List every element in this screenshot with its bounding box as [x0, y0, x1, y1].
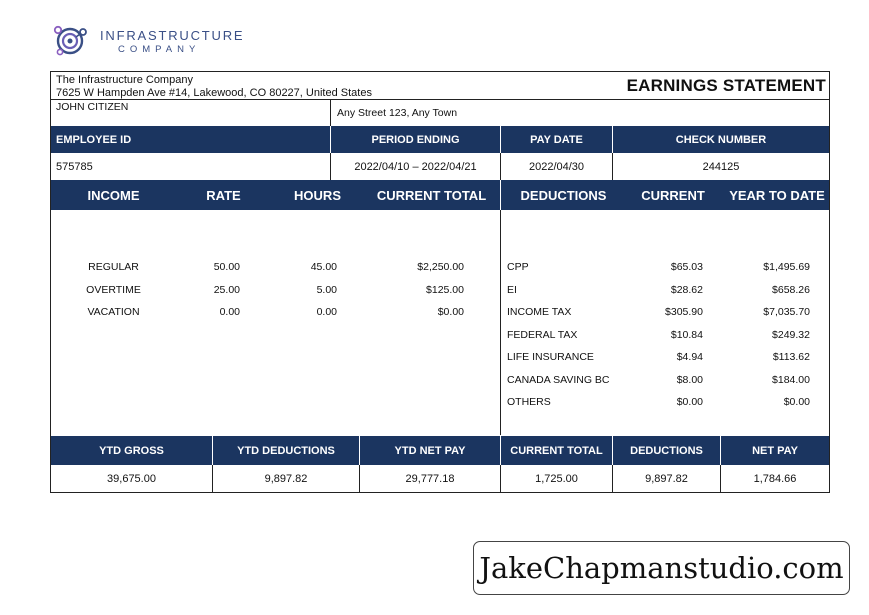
company-name: The Infrastructure Company	[56, 74, 193, 86]
employee-id-label: EMPLOYEE ID	[51, 126, 330, 153]
deduction-row-ytd: $184.00	[772, 374, 810, 386]
deduction-row-ytd: $0.00	[783, 396, 810, 408]
divider	[500, 210, 501, 435]
income-row-hours: 5.00	[316, 284, 337, 296]
deduction-row-ytd: $658.26	[772, 284, 810, 296]
deduction-row-current: $28.62	[670, 284, 703, 296]
company-address: 7625 W Hampden Ave #14, Lakewood, CO 80227, United States	[56, 87, 372, 99]
deduction-row-current: $4.94	[676, 351, 703, 363]
current-total-label: CURRENT TOTAL	[501, 436, 612, 465]
ytd-gross-value: 39,675.00	[107, 473, 156, 485]
check-number-value: 244125	[702, 160, 740, 173]
deductions-header: DEDUCTIONS	[511, 180, 616, 210]
pay-date-value: 2022/04/30	[528, 160, 585, 173]
pay-date-label: PAY DATE	[501, 126, 612, 153]
deductions-total-label: DEDUCTIONS	[613, 436, 720, 465]
deduction-row-name: OTHERS	[507, 396, 551, 408]
logo-wordmark-line2: COMPANY	[118, 44, 201, 55]
statement-title: EARNINGS STATEMENT	[626, 76, 826, 95]
divider	[500, 126, 501, 153]
current-total-header: CURRENT TOTAL	[369, 180, 494, 210]
ytd-net-pay-label: YTD NET PAY	[360, 436, 500, 465]
hours-header: HOURS	[281, 180, 341, 210]
net-pay-value: 1,784.66	[753, 473, 797, 485]
income-row-hours: 0.00	[316, 306, 337, 318]
income-row-total: $2,250.00	[417, 261, 464, 273]
deduction-row-ytd: $7,035.70	[763, 306, 810, 318]
divider	[359, 436, 360, 465]
divider	[500, 180, 501, 210]
income-row-name: OVERTIME	[86, 284, 141, 296]
income-row-rate: 0.00	[219, 306, 240, 318]
current-total-value: 1,725.00	[535, 473, 578, 485]
period-ending-value: 2022/04/10 – 2022/04/21	[354, 160, 477, 173]
employee-address: Any Street 123, Any Town	[337, 107, 458, 119]
income-row-total: $125.00	[426, 284, 464, 296]
ytd-deductions-value: 9,897.82	[264, 473, 308, 485]
deduction-row-ytd: $249.32	[772, 329, 810, 341]
income-header: INCOME	[71, 180, 156, 210]
watermark: JakeChapmanstudio.com	[473, 541, 850, 595]
income-row-name: VACATION	[87, 306, 140, 318]
divider	[720, 436, 721, 465]
income-row-rate: 25.00	[213, 284, 240, 296]
deduction-row-current: $305.90	[665, 306, 703, 318]
employee-id-value: 575785	[56, 160, 93, 173]
earnings-statement	[50, 71, 830, 493]
deduction-row-name: CPP	[507, 261, 529, 273]
net-pay-label: NET PAY	[721, 436, 829, 465]
deduction-row-name: EI	[507, 284, 517, 296]
deduction-row-current: $8.00	[676, 374, 703, 386]
divider	[51, 99, 329, 100]
deduction-row-ytd: $1,495.69	[763, 261, 810, 273]
deductions-total-value: 9,897.82	[645, 473, 688, 485]
deduction-current-header: CURRENT	[635, 180, 711, 210]
deduction-row-current: $10.84	[670, 329, 703, 341]
employee-name: JOHN CITIZEN	[56, 101, 129, 113]
deduction-row-current: $0.00	[676, 396, 703, 408]
ytd-gross-label: YTD GROSS	[51, 436, 212, 465]
income-row-rate: 50.00	[213, 261, 240, 273]
year-to-date-header: YEAR TO DATE	[725, 180, 829, 210]
company-logo	[50, 22, 245, 58]
deduction-row-current: $65.03	[670, 261, 703, 273]
ytd-deductions-label: YTD DEDUCTIONS	[213, 436, 359, 465]
divider	[330, 99, 331, 126]
divider	[500, 436, 501, 465]
deduction-row-name: INCOME TAX	[507, 306, 572, 318]
company-logo-icon	[50, 22, 96, 58]
logo-wordmark-line1: INFRASTRUCTURE	[100, 28, 245, 43]
divider	[612, 126, 613, 153]
deduction-row-name: FEDERAL TAX	[507, 329, 578, 341]
divider	[612, 436, 613, 465]
deduction-row-name: LIFE INSURANCE	[507, 351, 594, 363]
deduction-row-name: CANADA SAVING BC	[507, 374, 610, 386]
income-row-hours: 45.00	[310, 261, 337, 273]
deduction-row-ytd: $113.62	[772, 351, 810, 363]
income-row-total: $0.00	[437, 306, 464, 318]
period-ending-label: PERIOD ENDING	[331, 126, 500, 153]
rate-header: RATE	[191, 180, 256, 210]
income-row-name: REGULAR	[88, 261, 139, 273]
check-number-label: CHECK NUMBER	[613, 126, 829, 153]
ytd-net-pay-value: 29,777.18	[405, 473, 455, 485]
divider	[329, 99, 829, 100]
